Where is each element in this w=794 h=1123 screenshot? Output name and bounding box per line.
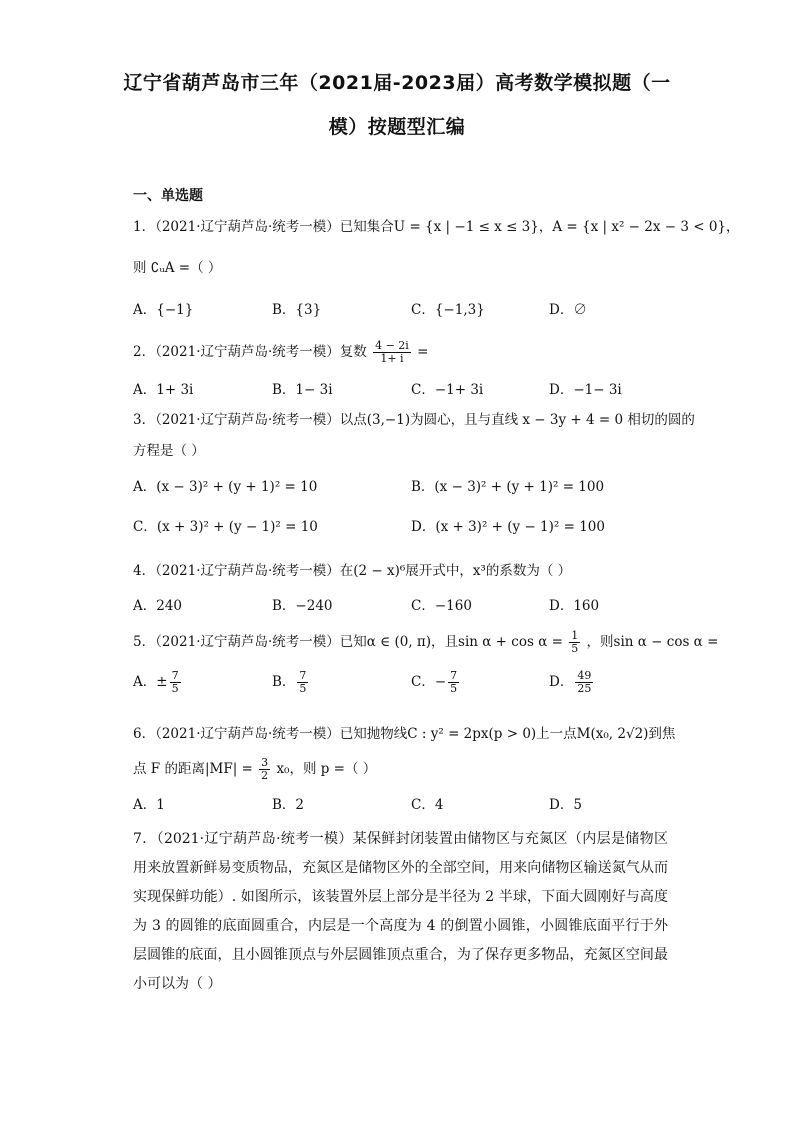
q5-option-c-num: 7	[450, 669, 458, 682]
q5-fraction-num: 1	[571, 629, 579, 642]
q5-stem-post: ，则sin α − cos α =	[586, 634, 719, 650]
q2-fraction-den: 1+ i	[380, 352, 404, 365]
q5-option-c-label: C．−	[411, 674, 447, 690]
q5-option-d-num: 49	[577, 669, 592, 682]
q5-option-b-den: 5	[299, 682, 307, 695]
q1-stem-cont: 则 ∁ᵤA =（ ）	[133, 260, 222, 276]
q6-stem-cont-text: 点 F 的距离|MF| =	[133, 761, 253, 777]
document-title-line2: 模）按题型汇编	[328, 116, 466, 138]
q5-option-d-fraction	[575, 670, 593, 695]
q2-option-c: C．−1+ 3i	[411, 382, 484, 398]
q5-option-b-fraction	[297, 670, 308, 695]
q1-stem: 1．（2021·辽宁葫芦岛·统考一模）已知集合U = {x | −1 ≤ x ≤ 3}，A = {x | x² − 2x − 3 < 0}，	[133, 219, 740, 235]
q1-option-a: A．{−1}	[133, 302, 194, 318]
q6-option-d: D．5	[549, 797, 582, 813]
q6-option-c: C．4	[411, 797, 444, 813]
q4-option-c: C．−160	[411, 598, 472, 614]
q2-stem	[133, 340, 428, 365]
q5-stem	[133, 630, 718, 655]
q5-option-b	[272, 670, 310, 695]
q5-option-a	[133, 670, 183, 695]
document-title-line1: 辽宁省葫芦岛市三年（2021届-2023届）高考数学模拟题（一	[123, 72, 671, 94]
q5-option-a-num: 7	[171, 669, 179, 682]
q5-option-b-num: 7	[299, 669, 307, 682]
q5-option-c-den: 5	[450, 682, 458, 695]
q4-stem: 4．（2021·辽宁葫芦岛·统考一模）在(2 − x)⁶展开式中，x³的系数为（ ）	[133, 563, 572, 579]
q4-option-d: D．160	[549, 598, 600, 614]
q3-stem: 3．（2021·辽宁葫芦岛·统考一模）以点(3,−1)为圆心，且与直线 x − 3y + 4 = 0 相切的圆的	[133, 412, 695, 428]
q2-stem-equals: =	[417, 344, 429, 360]
q1-option-c: C．{−1,3}	[411, 302, 485, 318]
q5-option-a-fraction	[170, 670, 181, 695]
q5-fraction	[569, 630, 580, 655]
q3-option-d: D．(x + 3)² + (y − 1)² = 100	[411, 519, 605, 535]
q3-stem-cont: 方程是（ ）	[133, 443, 205, 459]
q5-fraction-den: 5	[571, 642, 579, 655]
q2-fraction-num: 4 − 2i	[375, 339, 409, 352]
q5-option-d	[549, 670, 595, 695]
q6-fraction-num: 3	[261, 756, 269, 769]
q2-option-d: D．−1− 3i	[549, 382, 622, 398]
q2-option-a: A．1+ 3i	[133, 382, 194, 398]
q5-option-c	[411, 670, 461, 695]
q2-option-b: B．1− 3i	[272, 382, 333, 398]
q1-option-b: B．{3}	[272, 302, 322, 318]
q6-option-b: B．2	[272, 797, 305, 813]
q3-option-b: B．(x − 3)² + (y + 1)² = 100	[411, 479, 605, 495]
q5-option-a-label: A．±	[133, 674, 168, 690]
q7-text: 7．（2021·辽宁葫芦岛·统考一模）某保鲜封闭装置由储物区与充氮区（内层是储物区用来放置新鲜易变质物品，充氮区是储物区外的全部空间，用来向储物区输送氮气从而实现保鲜功能）. 如图所示，该装置外层上部分是半径为 2 半球，下面大圆刚好与高度为 3 的圆锥的底面圆重合，内层是一个高度为 4 的倒置小圆锥，小圆锥底面平行于外层圆锥的底面，且小圆锥顶点与外层圆锥顶点重合，为了保存更多物品，充氮区空间最小可以为（ ）	[133, 831, 668, 992]
q6-stem-cont	[133, 757, 376, 782]
q6-stem: 6．（2021·辽宁葫芦岛·统考一模）已知抛物线C : y² = 2px(p > 0)上一点M(x₀, 2√2)到焦	[133, 726, 676, 742]
q5-stem-text: 5．（2021·辽宁葫芦岛·统考一模）已知α ∈ (0, π)，且sin α + cos α =	[133, 634, 563, 650]
section-heading: 一、单选题	[133, 188, 203, 204]
q3-option-a: A．(x − 3)² + (y + 1)² = 10	[133, 479, 318, 495]
q5-option-d-label: D．	[549, 674, 574, 690]
q5-option-a-den: 5	[171, 682, 179, 695]
q6-fraction	[259, 757, 270, 782]
q2-stem-text: 2．（2021·辽宁葫芦岛·统考一模）复数	[133, 344, 367, 360]
q2-fraction	[373, 340, 411, 365]
q4-option-b: B．−240	[272, 598, 333, 614]
q3-option-c: C．(x + 3)² + (y − 1)² = 10	[133, 519, 318, 535]
q6-option-a: A．1	[133, 797, 165, 813]
q6-stem-cont-post: x₀，则 p =（ ）	[276, 761, 377, 777]
q5-option-c-fraction	[448, 670, 459, 695]
q1-option-d: D．∅	[549, 302, 587, 318]
q5-option-d-den: 25	[577, 682, 592, 695]
q6-fraction-den: 2	[261, 769, 269, 782]
q5-option-b-label: B．	[272, 674, 296, 690]
q4-option-a: A．240	[133, 598, 183, 614]
